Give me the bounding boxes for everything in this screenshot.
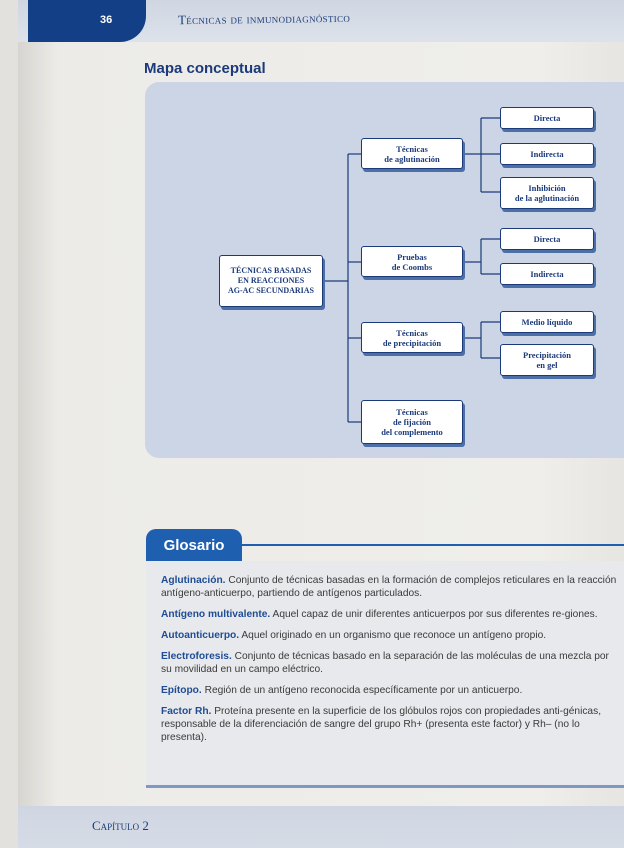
glosario-definition: Región de un antígeno reconocida específicamente por un anticuerpo. [201, 685, 523, 696]
glosario-entry [161, 684, 621, 697]
concept-leaf-aglutinacion-indirecta: Indirecta [500, 143, 594, 165]
glosario-entry [161, 608, 621, 621]
chapter-title: Técnicas de inmunodiagnóstico [177, 9, 351, 28]
glosario-definition: Aquel originado en un organismo que reconoce un antígeno propio. [239, 630, 547, 641]
page-number-tab [28, 0, 146, 42]
glosario-term: Autoanticuerpo. [161, 630, 240, 641]
concept-map-panel [145, 82, 624, 458]
concept-leaf-coombs-indirecta: Indirecta [500, 263, 594, 285]
glosario-title: Glosario [146, 529, 242, 561]
glosario-term: Electroforesis. [161, 651, 232, 662]
glosario-term: Aglutinación. [161, 575, 226, 586]
glosario-entry [161, 705, 621, 744]
concept-leaf-coombs-directa: Directa [500, 228, 594, 250]
book-page [18, 0, 624, 848]
glosario-rule [242, 544, 624, 546]
glosario-entry [161, 629, 621, 642]
concept-branch-aglutinacion: Técnicas de aglutinación [361, 138, 463, 169]
glosario-definition: Aquel capaz de unir diferentes anticuerpos por sus diferentes re-giones. [270, 609, 598, 620]
concept-leaf-inhibicion: Inhibición de la aglutinación [500, 177, 594, 209]
concept-leaf-precipitacion-gel: Precipitación en gel [500, 344, 594, 376]
glosario-definition: Conjunto de técnicas basado en la separación de las moléculas de una mezcla por su movilidad en un campo eléctrico. [161, 651, 609, 675]
glosario-definition: Proteína presente en la superficie de los glóbulos rojos con propiedades anti-génicas, responsable de la diferenciación de sangre del grupo Rh+ (presenta este factor) y Rh– (no lo presenta). [161, 706, 602, 743]
section-title: Mapa conceptual [144, 60, 266, 77]
concept-root: TÉCNICAS BASADAS EN REACCIONES AG-AC SECUNDARIAS [219, 255, 323, 307]
glosario-term: Antígeno multivalente. [161, 609, 271, 620]
glosario-definition: Conjunto de técnicas basadas en la formación de complejos reticulares en la reacción antígeno-anticuerpo, partiendo de antígenos particulados. [161, 575, 617, 599]
concept-branch-precipitacion: Técnicas de precipitación [361, 322, 463, 353]
concept-leaf-aglutinacion-directa: Directa [500, 107, 594, 129]
concept-leaf-medio-liquido: Medio líquido [500, 311, 594, 333]
glosario-term: Epítopo. [161, 685, 202, 696]
concept-branch-fijacion: Técnicas de fijación del complemento [361, 400, 463, 444]
glosario-term: Factor Rh. [161, 706, 212, 717]
glosario-entry [161, 574, 621, 600]
glosario-entry [161, 650, 621, 676]
concept-branch-coombs: Pruebas de Coombs [361, 246, 463, 277]
glosario-entries [161, 574, 621, 752]
footer-chapter-label: Capítulo 2 [92, 818, 149, 833]
page-number: 36 [100, 14, 113, 26]
